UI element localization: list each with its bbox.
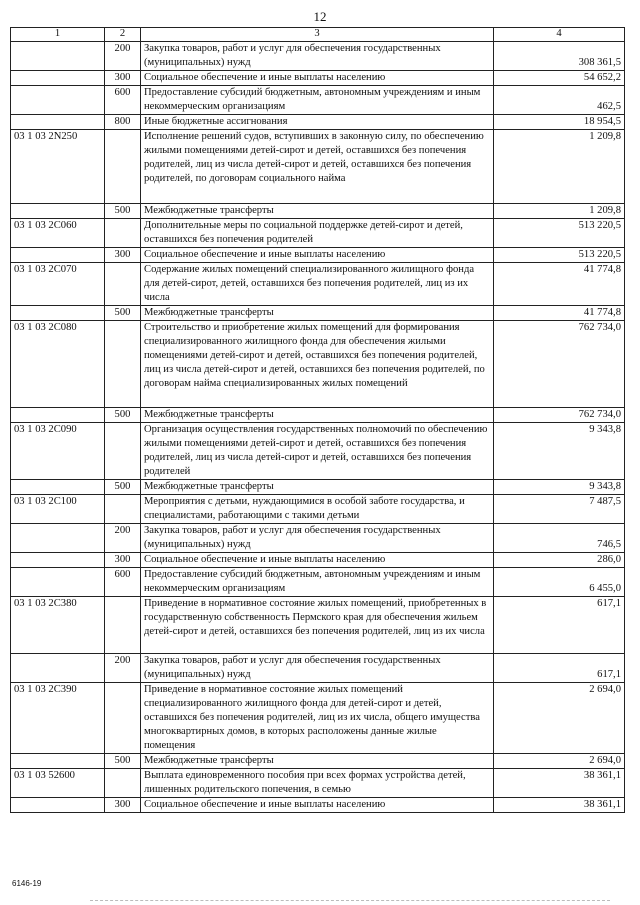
cell-name: Дополнительные меры по социальной поддержке детей-сирот и детей, оставшихся без попечения родителей bbox=[141, 219, 494, 248]
document-code: 6146-19 bbox=[12, 879, 42, 888]
cell-name: Межбюджетные трансферты bbox=[141, 204, 494, 219]
cell-amount: 41 774,8 bbox=[494, 263, 625, 306]
cell-expense-type bbox=[105, 597, 141, 654]
cell-target-code bbox=[11, 86, 105, 115]
table-row-expense bbox=[11, 553, 625, 568]
column-header-1: 1 bbox=[11, 28, 105, 42]
cell-name: Социальное обеспечение и иные выплаты населению bbox=[141, 553, 494, 568]
cell-target-code: 03 1 03 2С380 bbox=[11, 597, 105, 654]
cell-amount: 1 209,8 bbox=[494, 204, 625, 219]
cell-target-code bbox=[11, 798, 105, 813]
table-row-expense bbox=[11, 654, 625, 683]
table-row-expense bbox=[11, 248, 625, 263]
table-row-expense bbox=[11, 115, 625, 130]
table-row-expense bbox=[11, 754, 625, 769]
cell-name: Содержание жилых помещений специализированного жилищного фонда для детей-сирот, детей, оставшихся без попечения родителей, лиц из их числа bbox=[141, 263, 494, 306]
cell-expense-type: 500 bbox=[105, 754, 141, 769]
table-row-expense bbox=[11, 42, 625, 71]
cell-amount: 41 774,8 bbox=[494, 306, 625, 321]
cell-amount: 9 343,8 bbox=[494, 423, 625, 480]
cell-amount: 462,5 bbox=[494, 86, 625, 115]
cell-expense-type: 600 bbox=[105, 568, 141, 597]
column-header-4: 4 bbox=[494, 28, 625, 42]
cell-expense-type bbox=[105, 495, 141, 524]
table-row-target bbox=[11, 130, 625, 204]
cell-amount: 513 220,5 bbox=[494, 248, 625, 263]
cell-amount: 617,1 bbox=[494, 654, 625, 683]
cell-expense-type: 500 bbox=[105, 408, 141, 423]
cell-target-code bbox=[11, 42, 105, 71]
table-row-target bbox=[11, 423, 625, 480]
column-header-2: 2 bbox=[105, 28, 141, 42]
cell-amount: 2 694,0 bbox=[494, 683, 625, 754]
cell-name: Приведение в нормативное состояние жилых помещений специализированного жилищного фонда для детей-сирот и детей, оставшихся без попечения родителей, лиц из их числа, общего имущества многоквартирных домов, в которых расположены данные жилые помещения bbox=[141, 683, 494, 754]
cell-expense-type bbox=[105, 219, 141, 248]
cell-amount: 9 343,8 bbox=[494, 480, 625, 495]
cell-target-code: 03 1 03 2С390 bbox=[11, 683, 105, 754]
column-header-3: 3 bbox=[141, 28, 494, 42]
cell-target-code bbox=[11, 204, 105, 219]
cell-amount: 762 734,0 bbox=[494, 408, 625, 423]
cell-expense-type: 500 bbox=[105, 306, 141, 321]
cell-name: Предоставление субсидий бюджетным, автономным учреждениям и иным некоммерческим организациям bbox=[141, 568, 494, 597]
cell-expense-type bbox=[105, 263, 141, 306]
cell-name: Организация осуществления государственных полномочий по обеспечению жилыми помещениями детей-сирот и детей, оставшихся без попечения родителей, лиц из числа детей-сирот и детей, оставшихся без попечения родителей bbox=[141, 423, 494, 480]
cell-target-code bbox=[11, 248, 105, 263]
cell-target-code: 03 1 03 2С060 bbox=[11, 219, 105, 248]
cell-name: Социальное обеспечение и иные выплаты населению bbox=[141, 71, 494, 86]
cell-amount: 38 361,1 bbox=[494, 798, 625, 813]
cell-target-code bbox=[11, 306, 105, 321]
table-row-target bbox=[11, 263, 625, 306]
table-row-target bbox=[11, 683, 625, 754]
cell-target-code bbox=[11, 115, 105, 130]
table-row-expense bbox=[11, 204, 625, 219]
table-row-expense bbox=[11, 306, 625, 321]
cell-amount: 38 361,1 bbox=[494, 769, 625, 798]
cell-expense-type: 200 bbox=[105, 524, 141, 553]
cell-expense-type bbox=[105, 683, 141, 754]
cell-target-code bbox=[11, 524, 105, 553]
cell-name: Строительство и приобретение жилых помещений для формирования специализированного жилищного фонда для обеспечения жилыми помещениями детей-сирот и детей, оставшихся без попечения родителей, лиц из числа детей-сирот и детей, оставшихся без попечения родителей, по договорам найма специализированных жилых помещений bbox=[141, 321, 494, 408]
table-row-expense bbox=[11, 408, 625, 423]
cell-name: Приведение в нормативное состояние жилых помещений, приобретенных в государственную собственность Пермского края для обеспечения жильем детей-сирот и детей, оставшихся без попечения родителей, лиц из их числа bbox=[141, 597, 494, 654]
cell-target-code bbox=[11, 654, 105, 683]
cell-name: Исполнение решений судов, вступивших в законную силу, по обеспечению жилыми помещениями детей-сирот и детей, оставшихся без попечения родителей, лиц из числа детей-сирот и детей, оставшихся без попечения родителей, по договорам социального найма bbox=[141, 130, 494, 204]
cell-amount: 6 455,0 bbox=[494, 568, 625, 597]
cell-expense-type: 200 bbox=[105, 42, 141, 71]
cell-target-code: 03 1 03 2С070 bbox=[11, 263, 105, 306]
cell-expense-type: 500 bbox=[105, 204, 141, 219]
budget-table bbox=[10, 27, 625, 813]
cell-target-code: 03 1 03 52600 bbox=[11, 769, 105, 798]
cell-expense-type: 800 bbox=[105, 115, 141, 130]
table-row-target bbox=[11, 495, 625, 524]
cell-amount: 1 209,8 bbox=[494, 130, 625, 204]
cell-target-code bbox=[11, 553, 105, 568]
cell-name: Закупка товаров, работ и услуг для обеспечения государственных (муниципальных) нужд bbox=[141, 654, 494, 683]
cell-name: Закупка товаров, работ и услуг для обеспечения государственных (муниципальных) нужд bbox=[141, 524, 494, 553]
table-row-expense bbox=[11, 86, 625, 115]
cell-expense-type: 500 bbox=[105, 480, 141, 495]
cell-expense-type: 300 bbox=[105, 553, 141, 568]
cell-expense-type bbox=[105, 321, 141, 408]
cell-target-code: 03 1 03 2С080 bbox=[11, 321, 105, 408]
cell-amount: 286,0 bbox=[494, 553, 625, 568]
cell-name: Межбюджетные трансферты bbox=[141, 754, 494, 769]
table-row-expense bbox=[11, 568, 625, 597]
cell-expense-type: 300 bbox=[105, 71, 141, 86]
cell-expense-type: 600 bbox=[105, 86, 141, 115]
cell-expense-type bbox=[105, 769, 141, 798]
cell-name: Социальное обеспечение и иные выплаты населению bbox=[141, 798, 494, 813]
cell-target-code bbox=[11, 754, 105, 769]
page-number: 12 bbox=[313, 9, 327, 24]
cell-name: Межбюджетные трансферты bbox=[141, 480, 494, 495]
cell-target-code: 03 1 03 2С100 bbox=[11, 495, 105, 524]
cell-name: Мероприятия с детьми, нуждающимися в особой заботе государства, и специалистами, работающими с такими детьми bbox=[141, 495, 494, 524]
cell-amount: 617,1 bbox=[494, 597, 625, 654]
cell-expense-type: 300 bbox=[105, 248, 141, 263]
cell-name: Межбюджетные трансферты bbox=[141, 408, 494, 423]
cell-name: Иные бюджетные ассигнования bbox=[141, 115, 494, 130]
cell-name: Закупка товаров, работ и услуг для обеспечения государственных (муниципальных) нужд bbox=[141, 42, 494, 71]
cell-expense-type bbox=[105, 423, 141, 480]
cell-expense-type: 200 bbox=[105, 654, 141, 683]
cell-target-code bbox=[11, 568, 105, 597]
page-bottom-line bbox=[90, 900, 610, 901]
cell-name: Социальное обеспечение и иные выплаты населению bbox=[141, 248, 494, 263]
table-row-expense bbox=[11, 524, 625, 553]
cell-target-code bbox=[11, 408, 105, 423]
table-header-row bbox=[11, 28, 625, 42]
cell-amount: 18 954,5 bbox=[494, 115, 625, 130]
cell-target-code: 03 1 03 2N250 bbox=[11, 130, 105, 204]
cell-amount: 7 487,5 bbox=[494, 495, 625, 524]
table-row-expense bbox=[11, 480, 625, 495]
cell-target-code bbox=[11, 71, 105, 86]
table-row-target bbox=[11, 321, 625, 408]
cell-target-code bbox=[11, 480, 105, 495]
cell-amount: 762 734,0 bbox=[494, 321, 625, 408]
cell-amount: 513 220,5 bbox=[494, 219, 625, 248]
table-row-target bbox=[11, 769, 625, 798]
table-row-expense bbox=[11, 71, 625, 86]
cell-amount: 746,5 bbox=[494, 524, 625, 553]
table-row-expense bbox=[11, 798, 625, 813]
cell-name: Предоставление субсидий бюджетным, автономным учреждениям и иным некоммерческим организациям bbox=[141, 86, 494, 115]
table-row-target bbox=[11, 219, 625, 248]
table-row-target bbox=[11, 597, 625, 654]
cell-expense-type: 300 bbox=[105, 798, 141, 813]
cell-name: Выплата единовременного пособия при всех формах устройства детей, лишенных родительского попечения, в семью bbox=[141, 769, 494, 798]
cell-name: Межбюджетные трансферты bbox=[141, 306, 494, 321]
cell-amount: 308 361,5 bbox=[494, 42, 625, 71]
cell-expense-type bbox=[105, 130, 141, 204]
cell-target-code: 03 1 03 2С090 bbox=[11, 423, 105, 480]
cell-amount: 2 694,0 bbox=[494, 754, 625, 769]
cell-amount: 54 652,2 bbox=[494, 71, 625, 86]
